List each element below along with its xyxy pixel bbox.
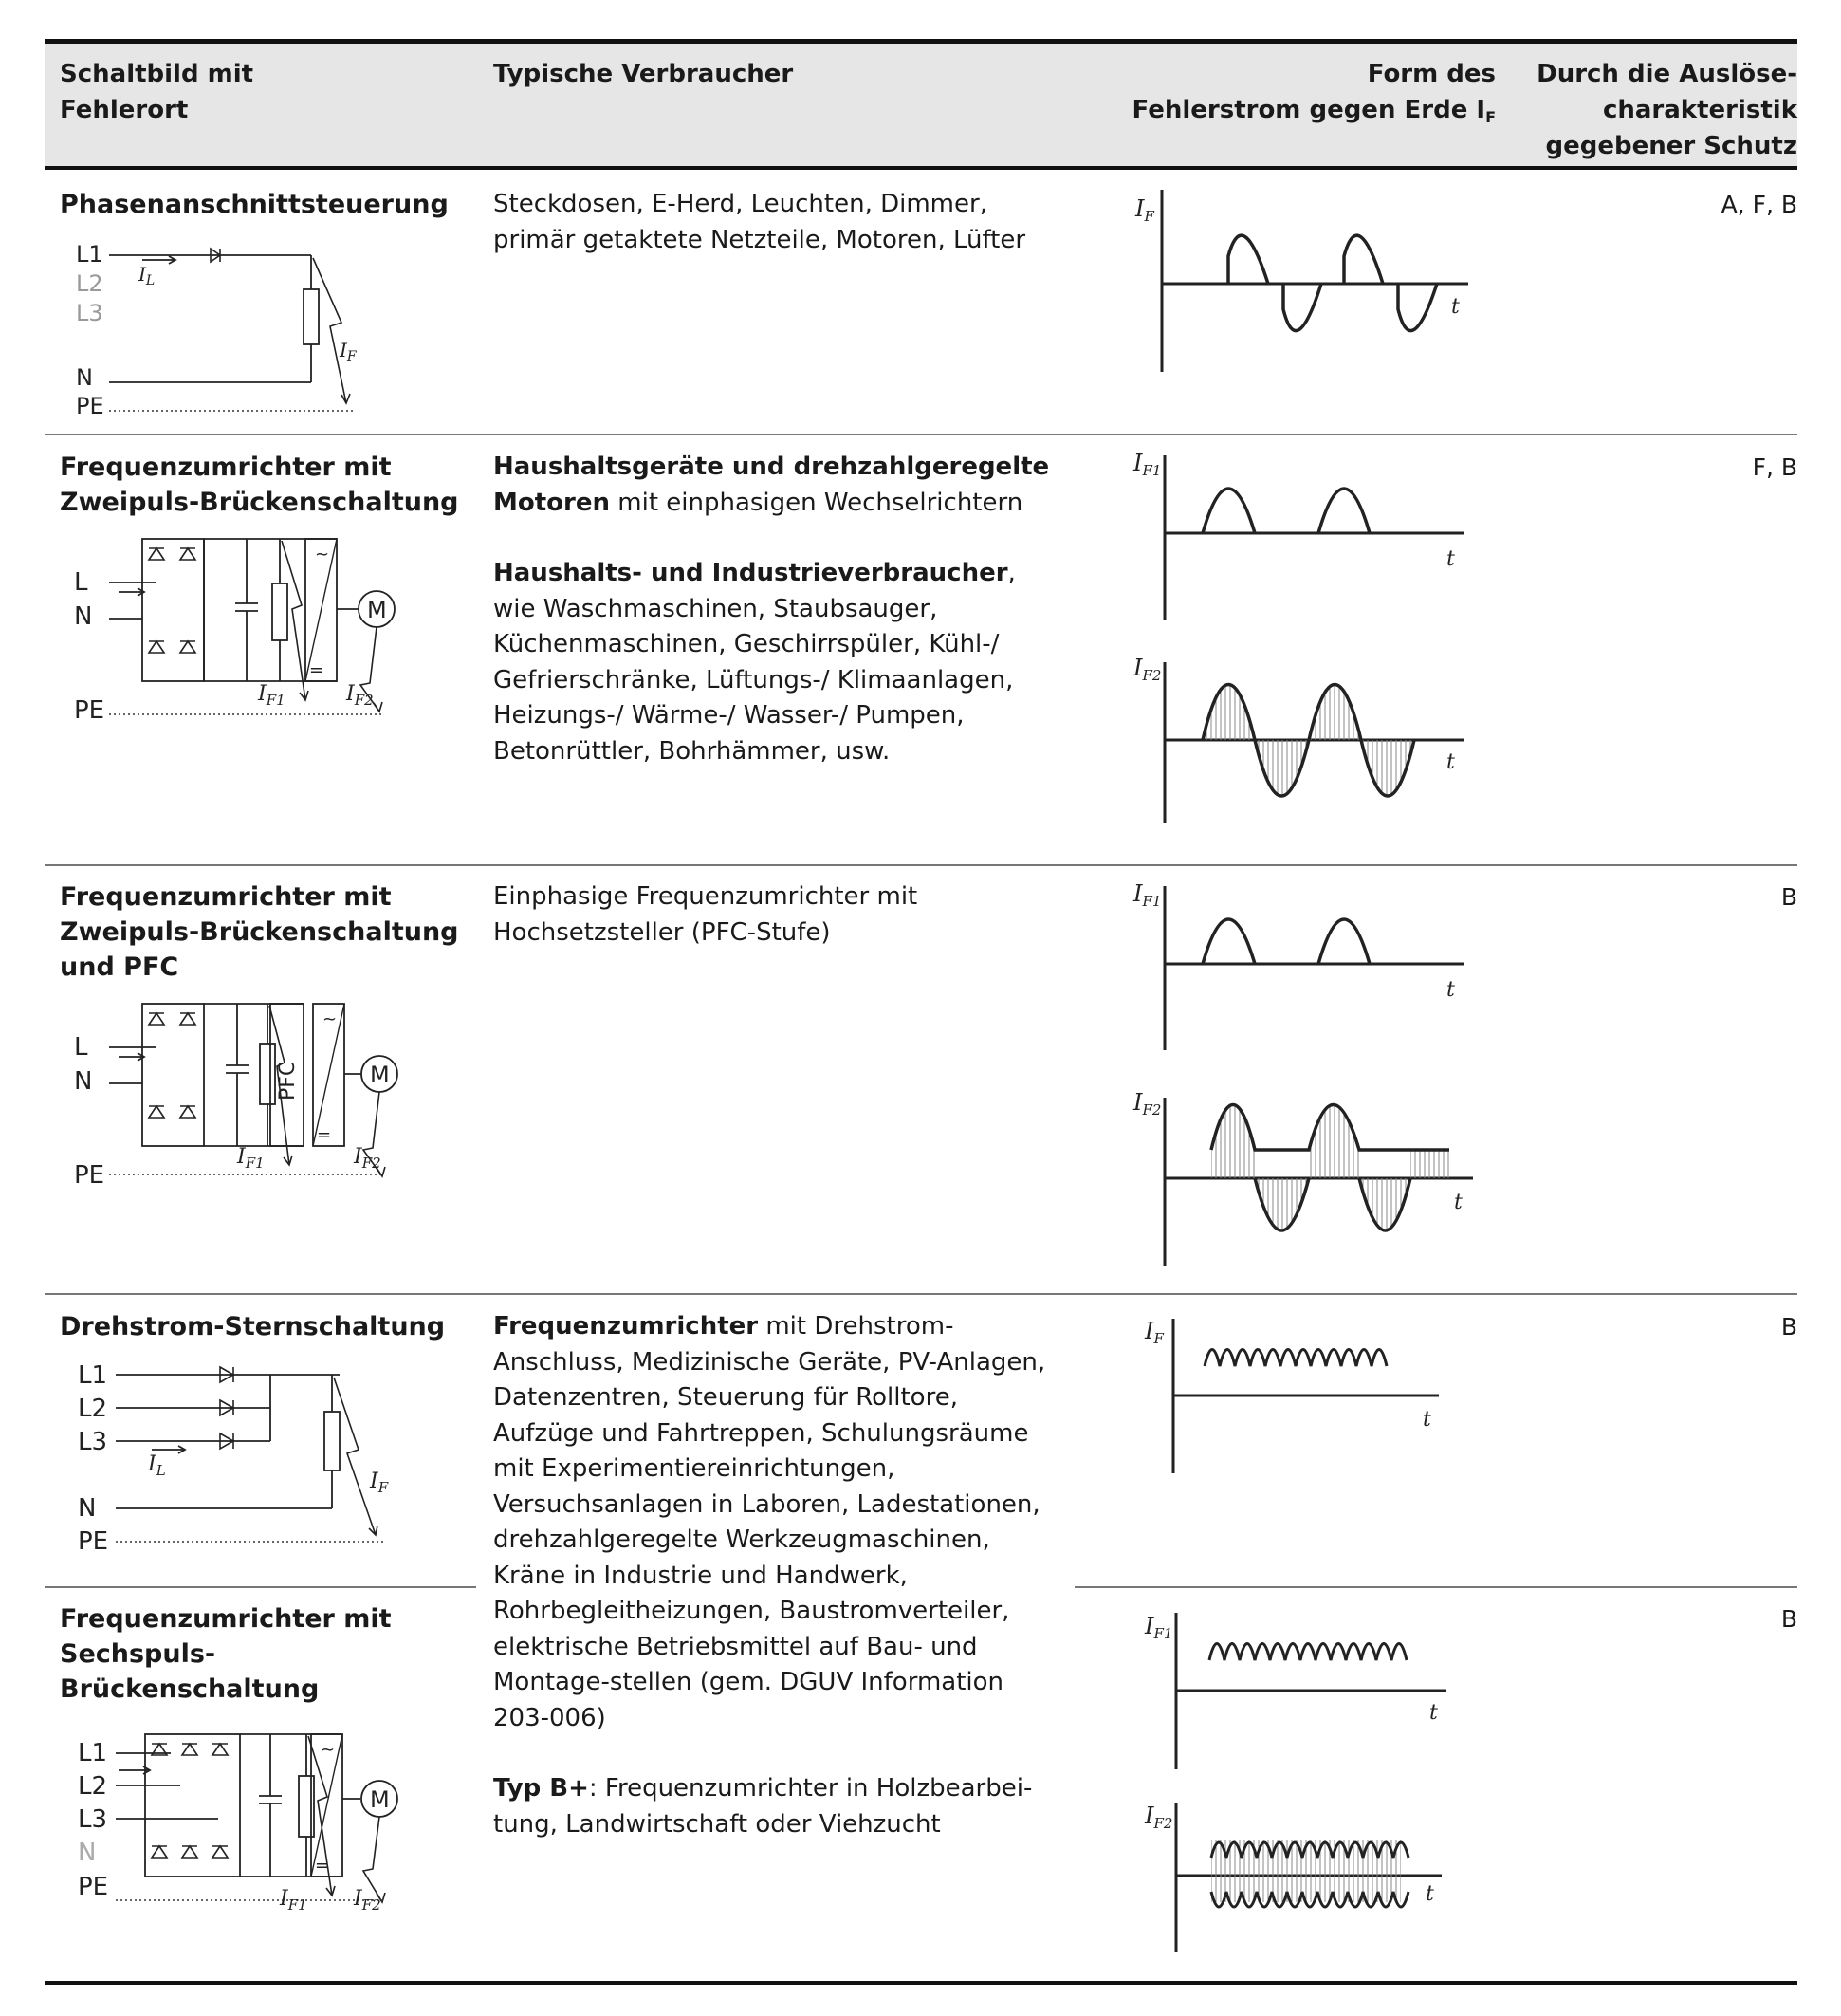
svg-text:IF1: $I_{F1}$ [1133,880,1162,910]
svg-text:IF1: $I_{F1}$ [1145,1613,1173,1642]
row2-protection: F, B [1752,453,1797,481]
svg-text:PE: PE [74,696,105,725]
svg-text:IL: $I_L$ [138,263,156,288]
label-l2: L2 [76,270,103,297]
svg-text:L: L [74,1033,88,1062]
svg-text:t: t [1451,295,1460,319]
row2-circuit-diagram [57,531,417,731]
six-pulse-bridge-icon [152,1744,228,1858]
row4-consumers: Frequenzumrichter mit Drehstrom-Anschluss, Medizinische Geräte, PV-Anlagen, Datenzentren, Steuerung für Rolltore, Aufzüge und Fahrtreppen, Schulungsräume mit Experimentiereinrichtungen, Versuchsanlagen in Laboren, Ladestationen, drehzahlgeregelte Werkzeugmaschinen, Kräne in Industrie und Handwerk, Rohrbegleitheizungen, Baustromverteiler, elektrische Betriebsmittel auf Bau- und Montage-stellen (gem. DGUV Information 203-006) Typ B+: Frequenzumrichter in Holzbearbei-tung, Landwirtschaft oder Viehzucht [493,1312,1046,1839]
svg-text:IF2: $I_{F2}$ [354,1887,381,1914]
svg-text:IF: $I_F$ [340,339,357,364]
svg-text:IF: $I_F$ [1145,1318,1164,1347]
svg-text:IF1: $I_{F1}$ [280,1887,307,1914]
row-divider-partial [1075,1586,1797,1588]
svg-text:=: = [315,1856,330,1876]
svg-text:PE: PE [74,1161,105,1190]
capacitor-icon [235,539,258,681]
diode-bridge-icon [149,1013,195,1118]
row2-consumers: Haushaltsgeräte und drehzahlgeregelte Motoren mit einphasigen Wechselrichtern Haushalts- und Industrieverbraucher, wie Waschmaschinen, Staubsauger, Küchenmaschinen, Geschirrspüler, Kühl-/ Gefrierschränke, Lüftungs-/ Klimaanlagen, Heizungs-/ Wärme-/ Wasser-/ Pumpen, Betonrüttler, Bohrhämmer, usw. [493,453,1050,766]
header-col-protection: Durch die Auslöse- charakteristik gegebener Schutz [1537,60,1797,160]
row1-title: Phasenanschnittsteuerung [60,190,449,219]
svg-text:IF2: $I_{F2}$ [346,682,374,709]
row1-protection: A, F, B [1721,191,1797,218]
row5-waveforms [1124,1603,1484,1959]
row3-protection: B [1780,883,1797,911]
svg-text:t: t [1446,978,1455,1002]
capacitor-icon [259,1734,282,1877]
svg-text:~: ~ [322,1009,338,1029]
svg-text:L2: L2 [78,1395,108,1423]
label-l1: L1 [76,241,103,268]
svg-text:IF: $I_F$ [1135,195,1154,225]
svg-text:N: N [74,1067,93,1096]
svg-text:IF1: $I_{F1}$ [258,682,285,709]
svg-text:IF2: $I_{F2}$ [1145,1803,1173,1832]
svg-text:N: N [78,1494,97,1523]
svg-text:L1: L1 [78,1361,108,1390]
svg-text:t: t [1446,750,1455,774]
row-divider [45,1293,1797,1295]
row4-circuit-diagram [57,1355,417,1559]
svg-text:IF1: $I_{F1}$ [1133,450,1162,479]
row3-consumers: Einphasige Frequenzumrichter mit Hochsetzsteller (PFC-Stufe) [493,882,918,947]
table-bottom-rule [45,1981,1797,1985]
row5-protection: B [1780,1605,1797,1633]
capacitor-icon [226,1004,249,1146]
row1-waveform [1124,190,1484,379]
row1-circuit-diagram [57,228,379,427]
svg-text:PE: PE [78,1527,109,1556]
row-divider-partial [45,1586,476,1588]
svg-text:~: ~ [315,545,330,564]
svg-text:L: L [74,568,88,597]
row-divider [45,434,1797,435]
row4-protection: B [1780,1313,1797,1341]
label-l3: L3 [76,300,103,326]
svg-text:N: N [74,602,93,631]
header-col-consumers: Typische Verbraucher [493,60,794,88]
svg-text:M: M [370,1786,390,1813]
row2-title: Frequenzumrichter mit Zweipuls-Brückenschaltung [60,453,459,517]
row4-title: Drehstrom-Sternschaltung [60,1312,446,1341]
svg-text:L3: L3 [78,1428,108,1456]
diode-bridge-icon [149,548,195,653]
svg-text:L1: L1 [78,1739,108,1767]
row4-waveform [1124,1314,1484,1480]
svg-text:t: t [1446,547,1455,571]
svg-text:t: t [1426,1882,1434,1906]
row2-waveforms [1124,444,1484,833]
svg-text:M: M [367,597,387,623]
svg-text:t: t [1454,1191,1463,1214]
svg-text:t: t [1423,1408,1431,1432]
svg-text:N: N [78,1839,97,1867]
svg-text:PFC: PFC [276,1061,300,1100]
svg-text:IF2: $I_{F2}$ [354,1145,381,1172]
svg-text:IF: $I_F$ [370,1470,389,1496]
svg-text:L3: L3 [78,1805,108,1834]
row3-title: Frequenzumrichter mit Zweipuls-Brückenschaltung und PFC [60,882,459,982]
svg-text:M: M [370,1062,390,1088]
svg-text:IF1: $I_{F1}$ [237,1145,265,1172]
svg-text:PE: PE [78,1873,109,1901]
header-col-waveform: Form des Fehlerstrom gegen Erde $I_F$ [1132,60,1496,126]
label-n: N [76,364,93,391]
load-resistor-icon [304,289,319,344]
svg-text:=: = [317,1125,332,1145]
header-bottom-rule [45,166,1797,170]
label-pe: PE [76,393,104,419]
row3-circuit-diagram [57,996,417,1195]
row1-consumers: Steckdosen, E-Herd, Leuchten, Dimmer, primär getaktete Netzteile, Motoren, Lüfter [493,190,1026,254]
row5-circuit-diagram [57,1727,417,1931]
header-col-diagram: Schaltbild mit Fehlerort [60,60,254,124]
svg-text:IF2: $I_{F2}$ [1133,655,1162,684]
svg-text:L2: L2 [78,1772,108,1801]
row-divider [45,864,1797,866]
svg-text:t: t [1429,1701,1438,1725]
row3-waveforms [1124,875,1484,1273]
row5-title: Frequenzumrichter mit Sechspuls- Brückenschaltung [60,1604,392,1704]
svg-text:IL: $I_L$ [148,1452,166,1479]
svg-text:~: ~ [321,1740,336,1760]
svg-text:IF2: $I_{F2}$ [1133,1089,1162,1119]
svg-text:=: = [309,660,324,680]
